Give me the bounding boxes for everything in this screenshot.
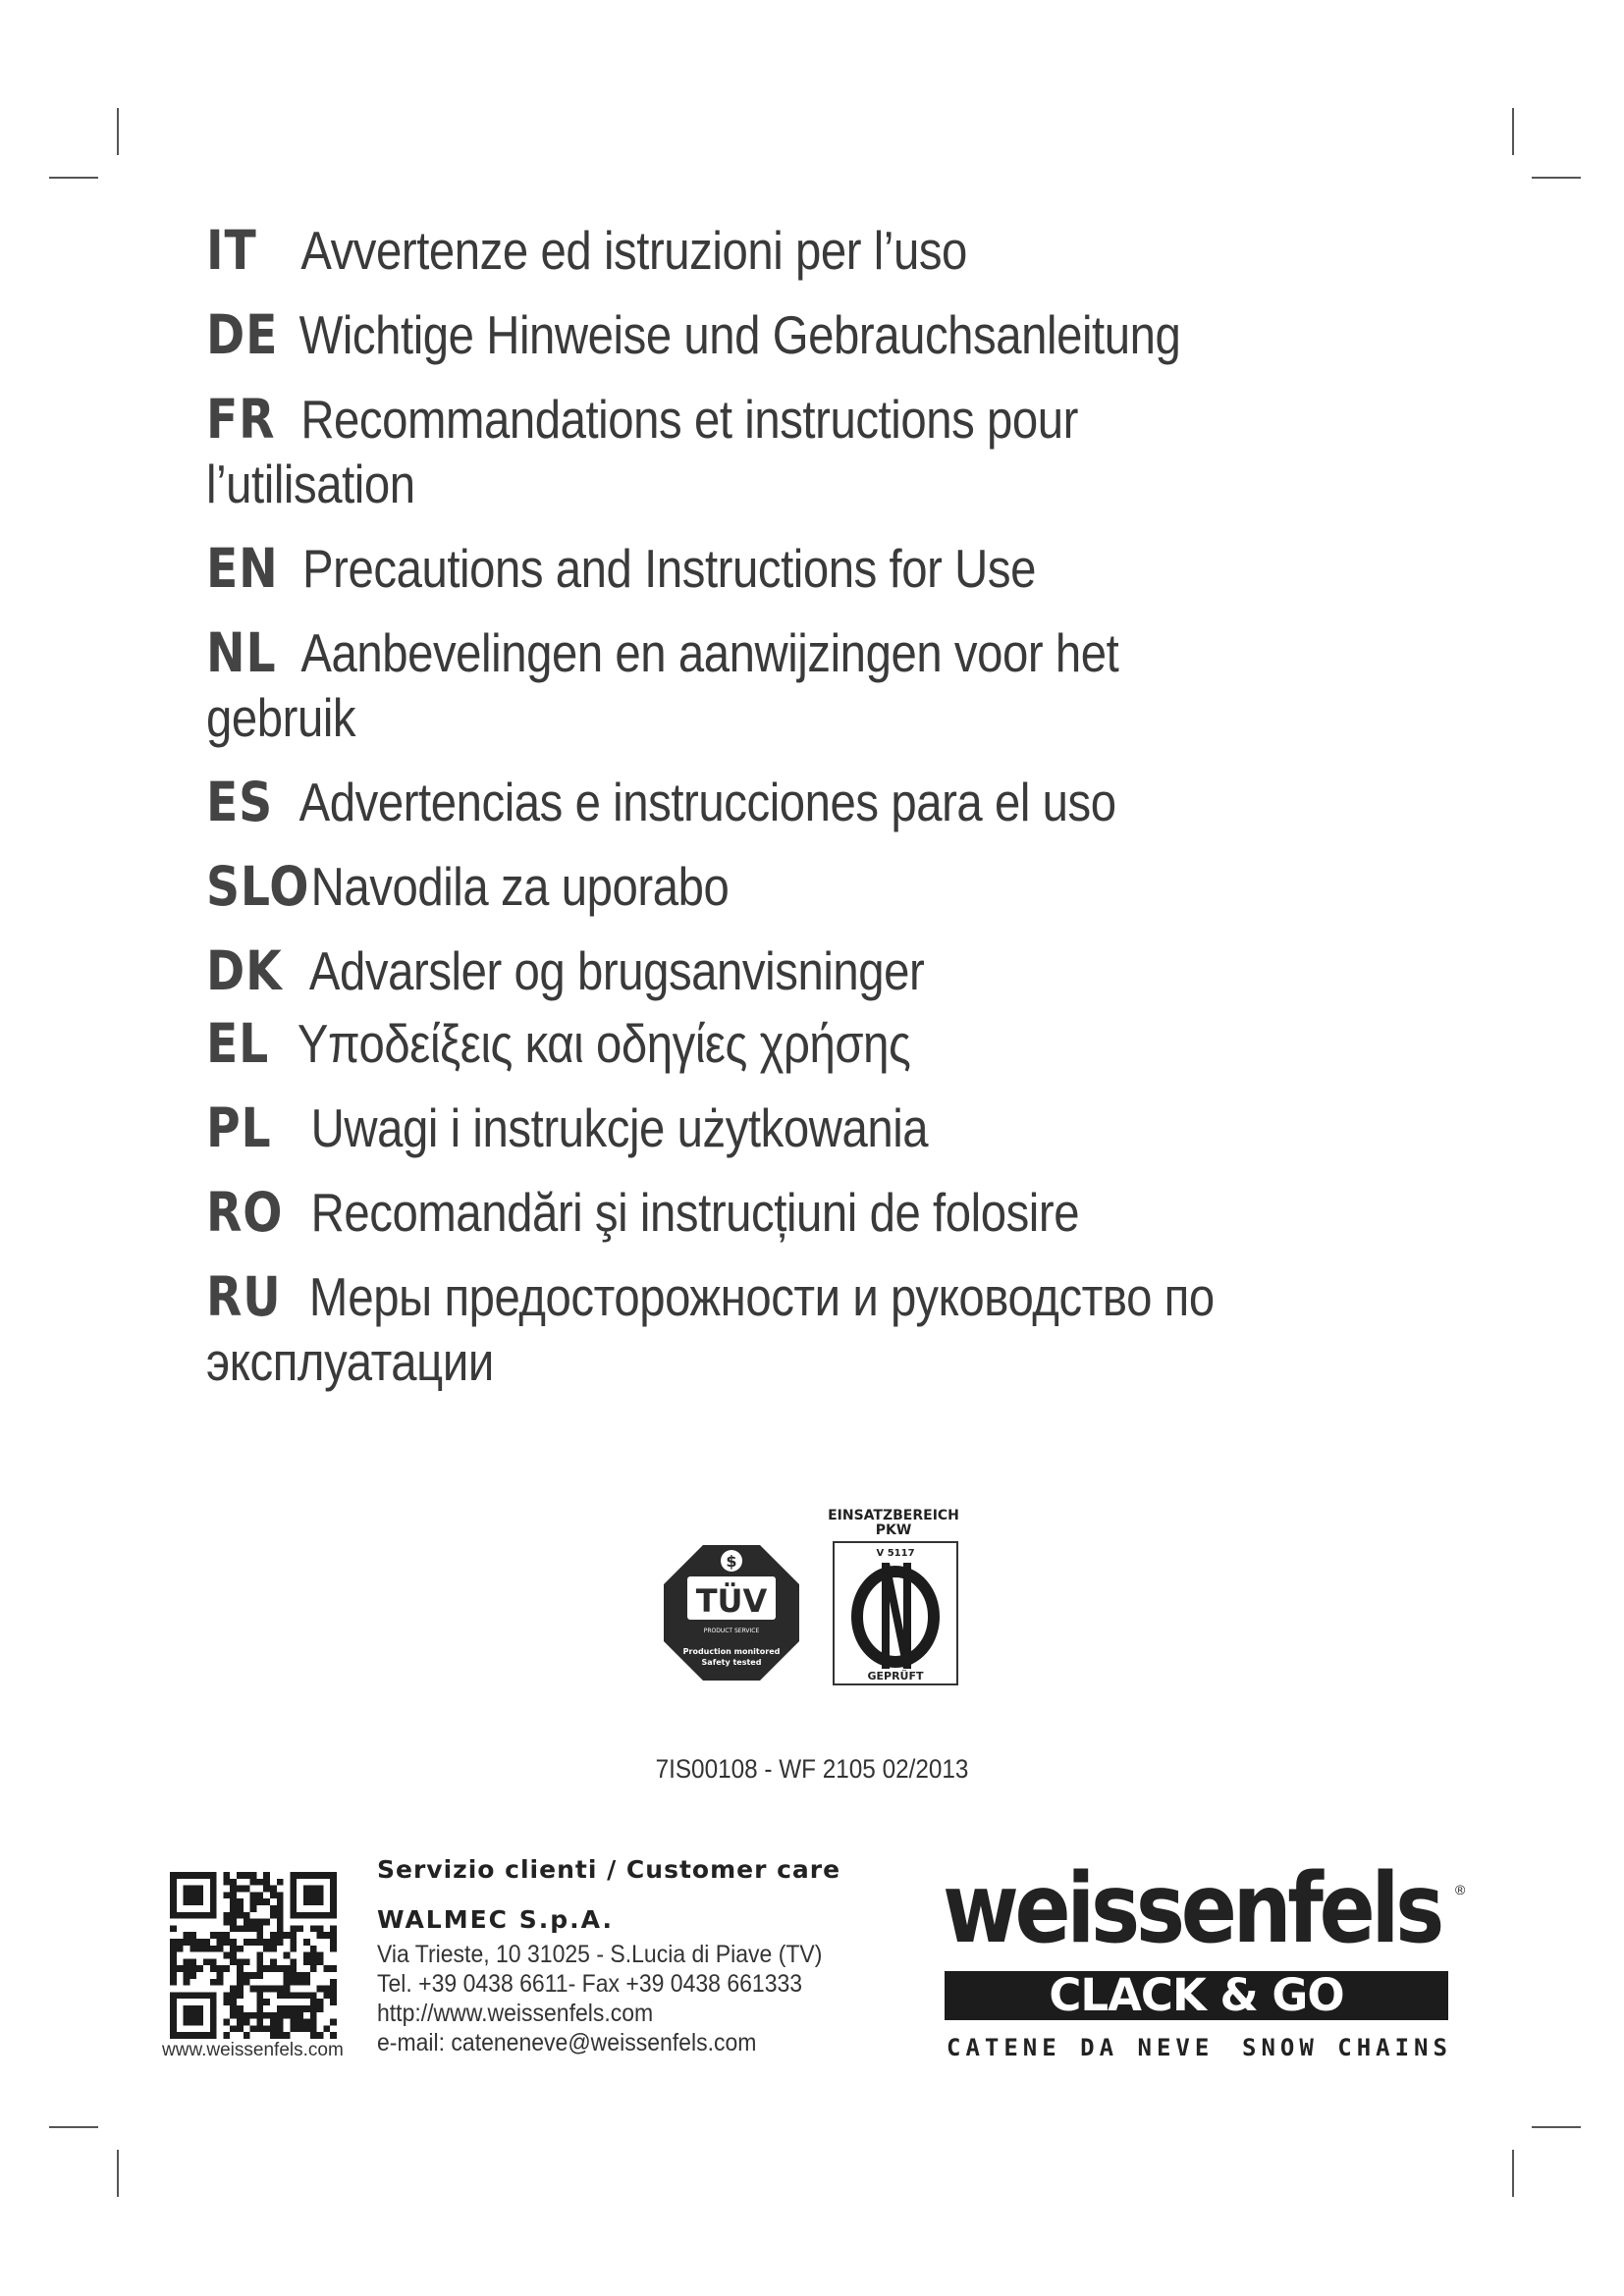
language-title-list: [206, 218, 1434, 1414]
language-title-nl: [206, 620, 1434, 750]
language-title-text: Aanbevelingen en aanwijzingen voor het: [300, 622, 1119, 683]
language-title-text: Wichtige Hinweise und Gebrauchsanleitung: [298, 304, 1181, 365]
language-code: SLO: [206, 855, 310, 918]
crop-mark-top-right-vertical: [1512, 108, 1514, 155]
crop-mark-top-left-vertical: [117, 108, 119, 155]
tuv-small-text: PRODUCT SERVICE: [703, 1628, 760, 1634]
weissenfels-logo: [943, 1853, 1466, 2061]
language-title-text: Advertencias e instrucciones para el uso: [298, 772, 1116, 832]
registered-mark: ®: [1455, 1882, 1466, 1897]
brand-name: weissenfels: [943, 1853, 1440, 1965]
tuv-certification-mark: [662, 1543, 801, 1682]
language-title-text: Navodila za uporabo: [310, 856, 730, 917]
language-title-text: Меры предосторожности и руководство по: [308, 1266, 1215, 1327]
company-phone: Tel. +39 0438 6611- Fax +39 0438 661333: [377, 1970, 803, 1998]
crop-mark-bottom-left-vertical: [117, 2150, 119, 2197]
onorm-header-1: EINSATZBEREICH: [828, 1508, 959, 1523]
company-email[interactable]: e-mail: cateneneve@weissenfels.com: [377, 2029, 757, 2056]
company-name: WALMEC S.p.A.: [377, 1905, 614, 1934]
qr-caption: www.weissenfels.com: [162, 2040, 344, 2060]
language-title-text: Recomandări şi instrucțiuni de folosire: [310, 1182, 1080, 1243]
language-title-en: [206, 536, 1434, 601]
language-code: FR: [206, 388, 276, 451]
product-name-bar: CLACK & GO: [945, 1971, 1448, 2020]
language-title-text: эксплуатации: [206, 1331, 494, 1392]
language-title-de: [206, 302, 1434, 367]
language-title-fr: [206, 387, 1434, 516]
language-title-es: [206, 770, 1434, 834]
language-title-text: Advarsler og brugsanvisninger: [308, 940, 925, 1001]
crop-mark-bottom-right-vertical: [1512, 2150, 1514, 2197]
language-title-text: Precautions and Instructions for Use: [302, 538, 1037, 599]
language-title-dk: [206, 938, 1434, 1003]
language-title-text: Uwagi i instrukcje użytkowania: [310, 1097, 929, 1158]
language-code: PL: [206, 1096, 272, 1159]
language-title-ro: [206, 1180, 1434, 1245]
language-code: DK: [206, 939, 283, 1002]
onorm-header-2: PKW: [875, 1522, 912, 1538]
customer-care-block: [377, 1855, 861, 2057]
language-title-it: [206, 218, 1434, 283]
company-website[interactable]: http://www.weissenfels.com: [377, 2000, 654, 2027]
qr-code[interactable]: [170, 1872, 337, 2039]
onorm-footer: GEPRÜFT: [867, 1670, 924, 1682]
language-title-text: Υποδείξεις και οδηγίες χρήσης: [297, 1013, 911, 1074]
tuv-mark-text: TÜV: [695, 1582, 768, 1620]
brand-subtitle-left: CATENE DA NEVE: [947, 2034, 1215, 2061]
language-code: IT: [206, 219, 257, 282]
brand-subtitle-right: SNOW CHAINS: [1242, 2034, 1452, 2061]
language-code: DE: [206, 303, 279, 366]
language-title-pl: [206, 1095, 1434, 1160]
company-address: Via Trieste, 10 31025 - S.Lucia di Piave (TV): [377, 1941, 823, 1968]
svg-text:$: $: [726, 1552, 737, 1571]
crop-mark-bottom-right-horizontal: [1532, 2126, 1581, 2128]
language-code: RO: [206, 1181, 284, 1244]
language-code: EN: [206, 537, 279, 600]
language-code: EL: [206, 1012, 270, 1075]
tuv-caption-2: Safety tested: [701, 1658, 762, 1667]
document-id: 7IS00108 - WF 2105 02/2013: [655, 1754, 969, 1784]
tuv-caption-1: Production monitored: [682, 1647, 781, 1656]
language-title-text: Recommandations et instructions pour: [300, 389, 1078, 450]
language-code: NL: [206, 621, 277, 684]
customer-care-heading: Servizio clienti / Customer care: [377, 1855, 841, 1884]
onorm-code: V 5117: [876, 1548, 915, 1559]
language-title-el: [206, 1011, 1434, 1076]
language-code: RU: [206, 1265, 282, 1328]
crop-mark-bottom-left-horizontal: [49, 2126, 98, 2128]
crop-mark-top-left-horizontal: [49, 177, 98, 179]
language-code: ES: [206, 771, 274, 833]
language-title-text: gebruik: [206, 687, 356, 748]
language-title-text: l’utilisation: [206, 454, 415, 514]
language-title-slo: [206, 854, 1434, 919]
language-title-text: Avvertenze ed istruzioni per l’uso: [300, 220, 967, 281]
onorm-certification-mark: [815, 1506, 972, 1687]
crop-mark-top-right-horizontal: [1532, 177, 1581, 179]
language-title-ru: [206, 1264, 1434, 1394]
